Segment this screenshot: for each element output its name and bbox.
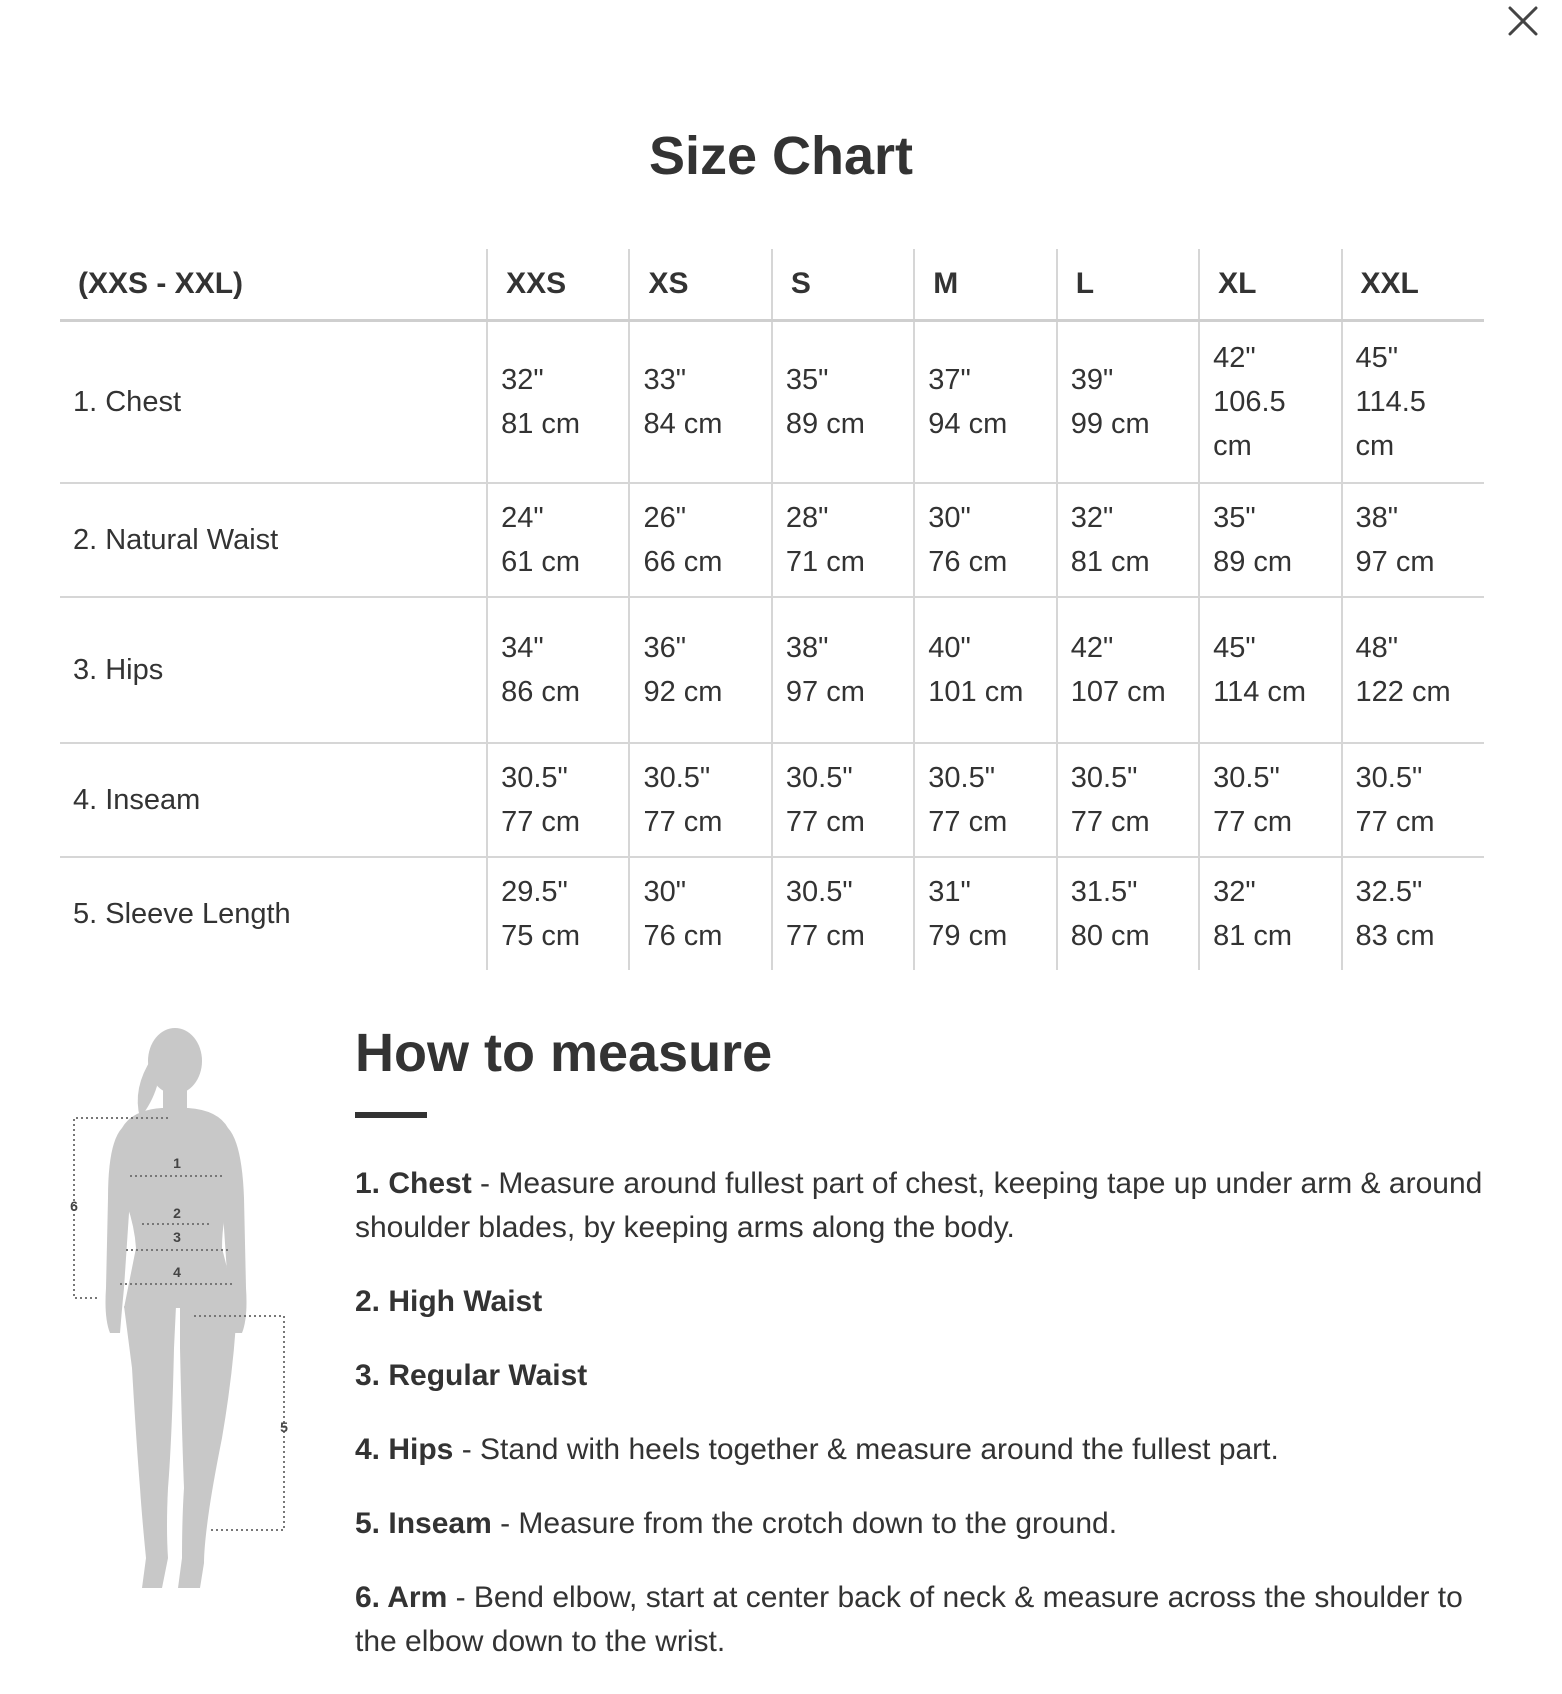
size-header: S (772, 249, 914, 321)
measure-term: 3. Regular Waist (355, 1359, 588, 1392)
size-cell-line: 77 cm (643, 806, 723, 838)
size-cell-line: 30" (928, 502, 971, 534)
size-cell-line: 26" (643, 502, 687, 534)
measure-term: 1. Chest (355, 1167, 472, 1200)
size-cell-line: 71 cm (785, 546, 865, 578)
measure-description: - Measure around fullest part of chest, keeping tape up under arm & around shoulder blades, by keeping arms along the body. (355, 1167, 1483, 1244)
size-cell (1057, 857, 1199, 970)
size-cell (1342, 483, 1484, 597)
measurement-label: 2. Natural Waist (60, 483, 487, 597)
size-cell-line: 114 cm (1213, 676, 1307, 708)
size-cell-line: 29.5" (501, 876, 568, 908)
size-cell-line: 101 cm (928, 676, 1024, 708)
size-cell-line: 42" (1213, 342, 1256, 374)
size-cell (487, 483, 629, 597)
size-cell-line: 38" (785, 632, 829, 664)
size-cell (914, 321, 1056, 484)
measurement-label: 4. Inseam (60, 743, 487, 857)
table-row (60, 857, 1484, 970)
size-cell-line: 35" (1213, 502, 1256, 534)
size-cell (1342, 743, 1484, 857)
measurement-label: 5. Sleeve Length (73, 898, 291, 930)
size-cell (772, 321, 914, 484)
body-measurement-figure (62, 1018, 302, 1598)
size-cell-line: 81 cm (1213, 920, 1293, 952)
measure-term: 4. Hips (355, 1433, 454, 1466)
figure-label: 3 (173, 1229, 181, 1245)
measure-term: 2. High Waist (355, 1285, 543, 1318)
size-cell-line: 81 cm (501, 408, 581, 440)
size-cell (1342, 597, 1484, 743)
size-cell-line: 31.5" (1070, 876, 1138, 908)
size-cell-line: 114.5 (1355, 386, 1426, 418)
size-cell (1199, 743, 1341, 857)
size-cell (1199, 483, 1341, 597)
table-row (60, 597, 1484, 743)
size-range-header: (XXS - XXL) (60, 249, 487, 321)
how-to-measure-heading: How to measure (355, 1023, 773, 1083)
size-cell (1342, 857, 1484, 970)
size-cell-line: 30.5" (785, 876, 853, 908)
size-cell-line: 32" (1070, 502, 1114, 534)
size-cell-line: 77 cm (928, 806, 1008, 838)
size-cell-line: 40" (928, 632, 971, 664)
size-header: XXS (487, 249, 629, 321)
size-cell-line: 37" (928, 364, 971, 396)
measure-description: - Bend elbow, start at center back of neck & measure across the shoulder to the elbow down to the wrist. (355, 1581, 1463, 1658)
size-cell-line: 76 cm (928, 546, 1008, 578)
size-cell-line: 33" (643, 364, 687, 396)
size-cell-line: cm (1213, 430, 1252, 462)
size-cell (914, 743, 1056, 857)
size-cell-line: 76 cm (643, 920, 723, 952)
size-cell-line: 61 cm (501, 546, 581, 578)
body-silhouette-icon (62, 1018, 302, 1598)
size-cell-line: 34" (501, 632, 544, 664)
size-cell-line: 32" (1213, 876, 1256, 908)
size-cell (1199, 597, 1341, 743)
size-cell (487, 857, 629, 970)
page-title: Size Chart (648, 126, 914, 186)
size-cell-line: 30.5" (1213, 762, 1280, 794)
figure-label: 6 (70, 1198, 78, 1214)
size-cell-line: 30" (643, 876, 687, 908)
size-chart-table (60, 249, 1484, 970)
size-cell (1199, 321, 1341, 484)
size-cell (914, 483, 1056, 597)
size-cell-line: 77 cm (1070, 806, 1150, 838)
size-cell-line: 75 cm (501, 920, 581, 952)
size-header: XS (629, 249, 771, 321)
size-header: XXL (1342, 249, 1484, 321)
size-cell (772, 597, 914, 743)
size-header: L (1057, 249, 1199, 321)
table-row (60, 321, 1484, 484)
size-cell (629, 857, 771, 970)
size-cell-line: 45" (1213, 632, 1256, 664)
measure-instruction (355, 1502, 1505, 1546)
size-cell (487, 743, 629, 857)
size-cell (629, 321, 771, 484)
size-cell-line: 45" (1355, 342, 1399, 374)
measure-description: - Measure from the crotch down to the ground. (491, 1507, 1118, 1540)
size-cell-line: 30.5" (1355, 762, 1423, 794)
size-cell-line: 83 cm (1355, 920, 1435, 952)
size-cell-line: 84 cm (643, 408, 723, 440)
table-row (60, 483, 1484, 597)
size-cell-line: 80 cm (1070, 920, 1150, 952)
figure-label: 4 (173, 1264, 181, 1280)
size-cell-line: 30.5" (785, 762, 853, 794)
size-cell-line: 28" (785, 502, 829, 534)
size-cell (1057, 321, 1199, 484)
size-cell (1057, 597, 1199, 743)
size-cell-line: 86 cm (501, 676, 581, 708)
size-cell-line: 97 cm (1355, 546, 1435, 578)
size-cell-line: 35" (785, 364, 829, 396)
size-cell-line: 106.5 (1213, 386, 1286, 418)
size-cell (487, 597, 629, 743)
size-cell-line: cm (1355, 430, 1395, 462)
measure-description: - Stand with heels together & measure around the fullest part. (453, 1433, 1279, 1466)
how-to-measure-section (355, 1018, 1505, 1694)
size-cell (772, 743, 914, 857)
table-header-row (60, 249, 1484, 321)
measurement-label: 1. Chest (60, 321, 487, 484)
measure-term: 6. Arm (355, 1581, 448, 1614)
measure-term: 5. Inseam (355, 1507, 492, 1540)
size-cell-line: 81 cm (1070, 546, 1150, 578)
measure-instruction (355, 1576, 1505, 1664)
size-cell (914, 597, 1056, 743)
size-cell-line: 97 cm (785, 676, 865, 708)
size-cell-line: 30.5" (643, 762, 711, 794)
size-cell-line: 32" (501, 364, 544, 396)
size-cell-line: 30.5" (501, 762, 568, 794)
size-cell-line: 66 cm (643, 546, 723, 578)
size-cell-line: 89 cm (785, 408, 865, 440)
size-cell-line: 30.5" (1070, 762, 1138, 794)
heading-underline (355, 1112, 427, 1118)
size-cell-line: 77 cm (785, 920, 865, 952)
measure-instruction (355, 1162, 1505, 1250)
measurement-label: 3. Hips (60, 597, 487, 743)
size-cell-line: 79 cm (928, 920, 1008, 952)
size-cell-line: 99 cm (1070, 408, 1150, 440)
size-cell-line: 32.5" (1355, 876, 1423, 908)
close-icon (1500, 0, 1544, 44)
size-cell-line: 42" (1070, 632, 1114, 664)
figure-label: 2 (173, 1205, 181, 1221)
size-cell-line: 36" (643, 632, 687, 664)
size-cell-line: 30.5" (928, 762, 996, 794)
size-cell (1342, 321, 1484, 484)
size-cell (1057, 743, 1199, 857)
size-header: XL (1199, 249, 1341, 321)
size-cell (772, 483, 914, 597)
table-row (60, 743, 1484, 857)
size-cell-line: 89 cm (1213, 546, 1293, 578)
size-cell-line: 77 cm (1355, 806, 1435, 838)
size-cell-line: 31" (928, 876, 971, 908)
size-cell-line: 77 cm (501, 806, 581, 838)
size-cell-line: 24" (501, 502, 544, 534)
size-cell (914, 857, 1056, 970)
figure-label: 1 (173, 1155, 181, 1171)
close-button[interactable] (1500, 0, 1544, 44)
size-cell-line: 48" (1355, 632, 1399, 664)
size-cell (772, 857, 914, 970)
size-cell (629, 597, 771, 743)
size-cell-line: 38" (1355, 502, 1399, 534)
measure-instruction (355, 1354, 1505, 1398)
size-cell-line: 77 cm (785, 806, 865, 838)
size-cell (487, 321, 629, 484)
size-cell-line: 122 cm (1355, 676, 1451, 708)
size-cell-line: 94 cm (928, 408, 1008, 440)
measure-instruction (355, 1280, 1505, 1324)
size-cell (1199, 857, 1341, 970)
size-header: M (914, 249, 1056, 321)
size-cell (629, 743, 771, 857)
measure-instruction (355, 1428, 1505, 1472)
size-cell-line: 107 cm (1070, 676, 1166, 708)
size-cell (629, 483, 771, 597)
size-cell-line: 39" (1070, 364, 1114, 396)
size-cell-line: 92 cm (643, 676, 723, 708)
figure-label: 5 (280, 1419, 288, 1435)
size-cell (1057, 483, 1199, 597)
size-cell-line: 77 cm (1213, 806, 1293, 838)
